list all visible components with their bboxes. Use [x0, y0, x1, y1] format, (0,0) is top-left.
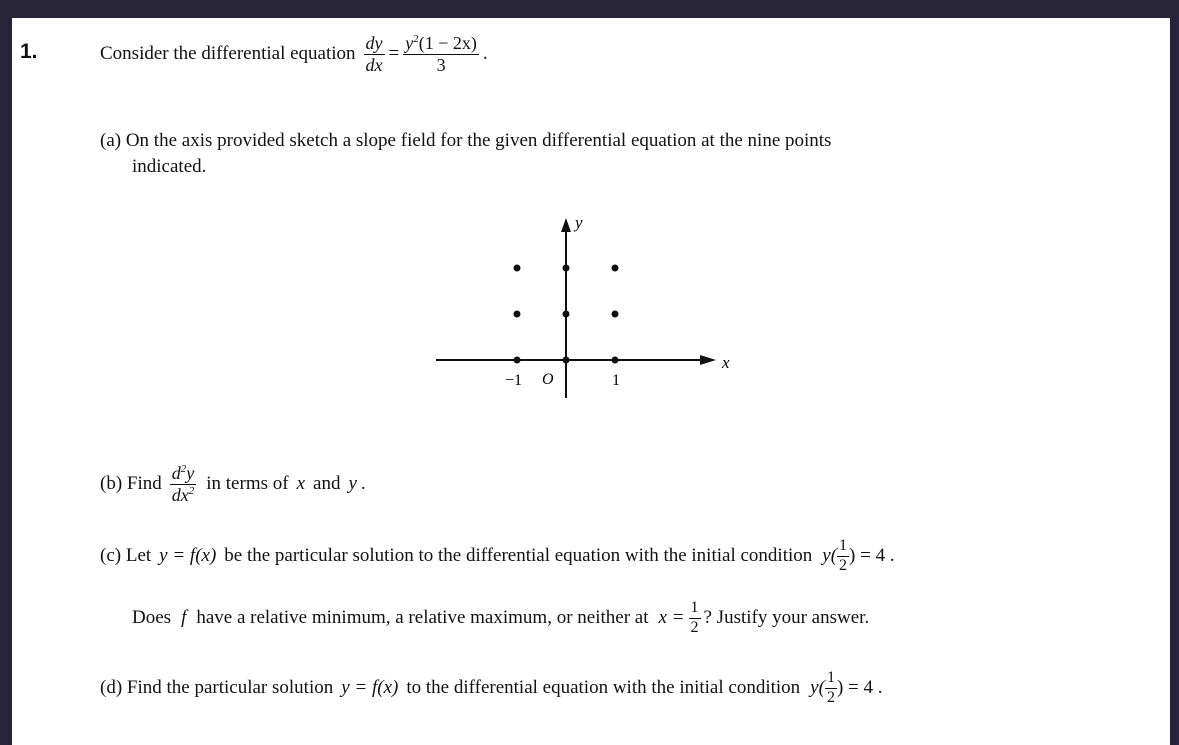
dx-text: dx — [365, 54, 383, 75]
grid-point — [612, 265, 619, 272]
part-c-function: y = f(x) — [159, 545, 217, 567]
and-text: and — [313, 473, 341, 495]
cond-num-d: 1 — [825, 670, 837, 689]
var-y: y — [348, 473, 357, 495]
part-d — [100, 670, 882, 707]
grid-point — [563, 311, 570, 318]
dx-den-text: dx — [171, 484, 189, 505]
tick-label-1: 1 — [612, 372, 620, 389]
worksheet-page — [12, 18, 1170, 745]
grid-point — [612, 357, 619, 364]
origin-label: O — [542, 371, 554, 388]
rhs-y: y — [405, 33, 414, 53]
part-b-text: in terms of — [206, 473, 289, 495]
x-den: 2 — [690, 618, 699, 636]
x-num: 1 — [689, 600, 701, 619]
part-b — [100, 464, 366, 505]
num-exponent: 2 — [180, 463, 187, 475]
part-d-text: to the differential equation with the initial condition — [406, 677, 801, 699]
rhs-fraction — [403, 34, 479, 75]
slope-field-axes — [432, 210, 752, 405]
part-c-line2 — [132, 600, 869, 637]
grid-point — [514, 265, 521, 272]
y-axis-arrow — [561, 218, 571, 232]
cond-y: y( — [822, 545, 838, 567]
rhs-denominator: 3 — [436, 54, 446, 75]
second-derivative-fraction — [170, 464, 197, 505]
cond-fraction-d — [825, 670, 837, 707]
cond-den-d: 2 — [826, 688, 835, 706]
cond-end: ) = 4 . — [849, 545, 895, 567]
dy-text: dy — [365, 33, 383, 53]
part-d-label: (d) Find the particular solution — [100, 677, 334, 699]
tick-label-neg-1: −1 — [505, 372, 523, 389]
f-text: f — [181, 607, 187, 629]
derivative-fraction — [364, 34, 385, 75]
part-d-function: y = f(x) — [341, 677, 399, 699]
y-axis-label: y — [575, 213, 583, 232]
rhs-exponent: 2 — [413, 33, 419, 45]
x-equals: x = — [658, 607, 685, 629]
grid-point — [563, 265, 570, 272]
part-a-line1: (a) On the axis provided sketch a slope field for the given differential equation at the nine points — [100, 130, 832, 151]
part-c-line1 — [100, 538, 895, 575]
cond-end-d: ) = 4 . — [836, 677, 883, 699]
cond-num: 1 — [837, 538, 849, 557]
grid-point — [514, 311, 521, 318]
cond-fraction — [837, 538, 849, 575]
question-end: ? Justify your answer. — [703, 607, 870, 629]
grid-point — [563, 357, 570, 364]
cond-den: 2 — [839, 556, 848, 574]
part-a-line2: indicated. — [132, 156, 207, 177]
part-b-end: . — [360, 473, 366, 495]
problem-statement — [100, 34, 488, 75]
cond-y-d: y( — [810, 677, 825, 699]
does-text: Does — [132, 607, 172, 629]
period: . — [482, 43, 488, 65]
equals-sign: = — [388, 43, 400, 65]
part-c-text: be the particular solution to the differential equation with the initial condition — [224, 545, 813, 567]
part-b-label: (b) Find — [100, 473, 162, 495]
den-exponent: 2 — [188, 484, 195, 497]
grid-point — [514, 357, 521, 364]
problem-intro: Consider the differential equation — [100, 43, 356, 65]
rhs-factor: (1 − 2x) — [418, 33, 477, 53]
x-axis-arrow — [700, 355, 716, 365]
d-text: d — [171, 463, 181, 483]
grid-point — [612, 311, 619, 318]
x-fraction — [689, 600, 701, 637]
var-x: x — [296, 473, 306, 495]
x-axis-label: x — [722, 353, 730, 372]
question-text: have a relative minimum, a relative maximum, or neither at — [196, 607, 649, 629]
part-c-label: (c) Let — [100, 545, 152, 567]
problem-number: 1. — [20, 40, 38, 63]
y-text: y — [186, 463, 195, 483]
